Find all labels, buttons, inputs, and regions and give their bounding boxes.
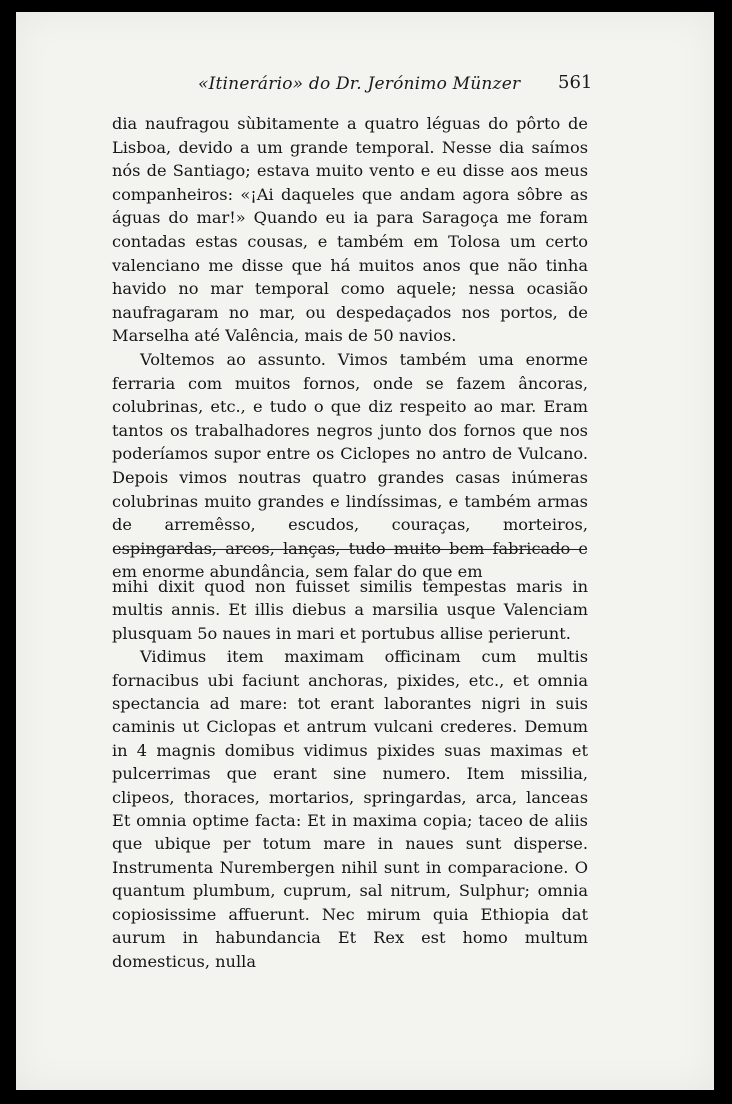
running-title: «Itinerário» do Dr. Jerónimo Münzer [198,74,521,94]
separator-rule [116,549,586,550]
latin-original [112,575,588,973]
paragraph: Voltemos ao assunto. Vimos também uma enorme ferraria com muitos fornos, onde se fazem âncoras, colubrinas, etc., e tudo o que diz respeito ao mar. Eram tantos os trabalhadores negros junto dos fornos que nos poderíamos supor entre os Ciclopes no antro de Vulcano. Depois vimos noutras quatro grandes casas inúmeras colubrinas muito grandes e lindíssimas, e também armas de arremêsso, escudos, couraças, morteiros, espingardas, arcos, lanças, tudo muito bem fabricado e em enorme abundância, sem falar do que em [112,349,588,582]
paragraph: Vidimus item maximam officinam cum multis fornacibus ubi faciunt anchoras, pixides, etc., et omnia spectancia ad mare: tot erant laborantes nigri in suis caminis ut Ciclopas et antrum vulcani crederes. Demum in 4 magnis domibus vidimus pixides suas maximas et pulcerrimas que erant sine numero. Item missilia, clipeos, thoraces, mortarios, springardas, arca, lanceas Et omnia optime facta: Et in maxima copia; taceo de aliis que ubique per totum mare in naues sunt disperse. Instrumenta Nurembergen nihil sunt in comparacione. O quantum plumbum, cuprum, sal nitrum, Sulphur; omnia copiosissime affuerunt. Nec mirum quia Ethiopia dat aurum in habundancia Et Rex est homo multum domesticus, nulla [112,647,588,971]
portuguese-translation [112,112,588,584]
paragraph: mihi dixit quod non fuisset similis tempestas maris in multis annis. Et illis diebus a marsilia usque Valenciam plusquam 5o naues in mari et portubus allise perierunt. [112,577,588,643]
paragraph: dia naufragou sùbitamente a quatro léguas do pôrto de Lisboa, devido a um grande temporal. Nesse dia saímos nós de Santiago; estava muito vento e eu disse aos meus companheiros: «¡Ai daqueles que andam agora sôbre as águas do mar!» Quando eu ia para Saragoça me foram contadas estas cousas, e também em Tolosa um certo valenciano me disse que há muitos anos que não tinha havido no mar temporal como aquele; nessa ocasião naufragaram no mar, ou despedaçados nos portos, de Marselha até Valência, mais de 50 navios. [112,114,588,346]
page-number: 561 [558,72,593,93]
page-header [16,72,714,102]
book-page [16,12,714,1090]
